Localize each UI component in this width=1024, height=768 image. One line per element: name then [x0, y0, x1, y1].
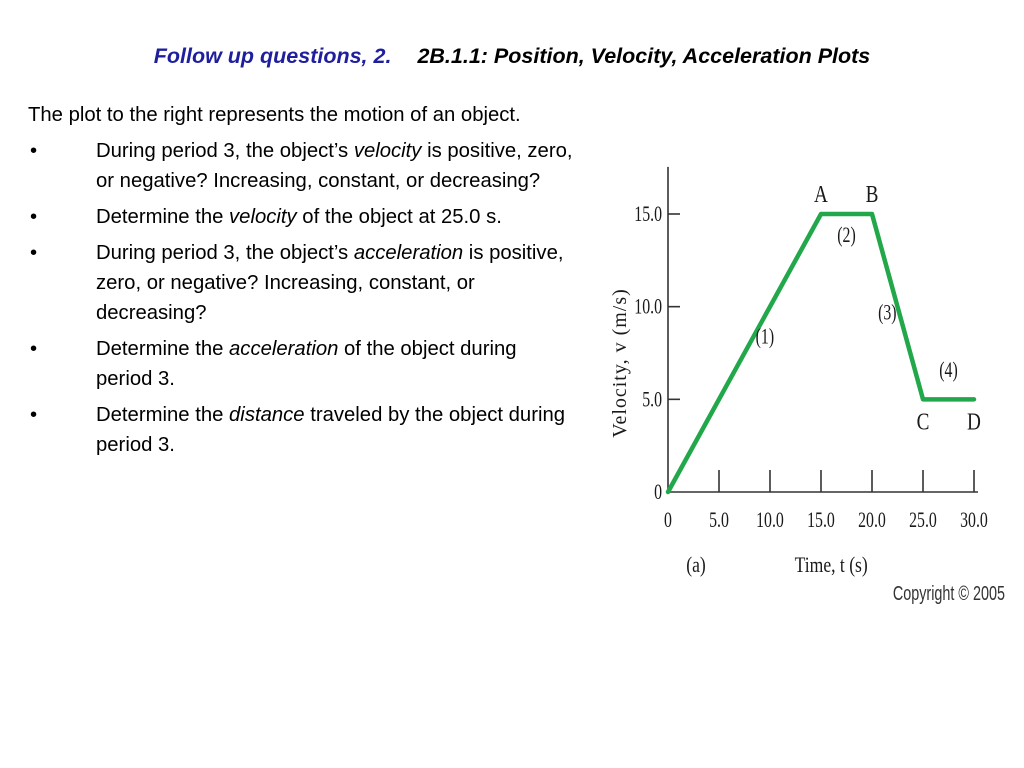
- intro-paragraph: The plot to the right represents the motion of an object.: [28, 104, 521, 126]
- x-tick-label: 25.0: [909, 508, 937, 533]
- bullet-text: Determine the: [96, 206, 230, 228]
- bullet-item: [28, 400, 573, 460]
- x-tick-label: 5.0: [709, 508, 729, 533]
- point-label: B: [865, 181, 879, 208]
- bullet-text: During period 3, the object’s: [96, 140, 354, 162]
- velocity-series-line: [668, 214, 974, 492]
- bullet-dot: •: [30, 404, 38, 426]
- y-tick-label: 0: [654, 480, 662, 505]
- bullet-item: [28, 202, 573, 232]
- bullet-text: Determine the: [96, 338, 230, 360]
- y-axis-label: Velocity, v (m/s): [609, 288, 631, 438]
- bullet-text: is positive, zero, or negative? Increasing, constant, or decreasing?: [96, 242, 564, 324]
- x-tick-label: 10.0: [756, 508, 784, 533]
- x-tick-label: 0: [664, 508, 672, 533]
- x-tick-label: 15.0: [807, 508, 835, 533]
- copyright-text: Copyright © 2005: [892, 581, 1005, 605]
- bullet-text: During period 3, the object’s: [96, 242, 354, 264]
- bullet-text: Determine the: [96, 404, 230, 426]
- bullet-emphasis: acceleration: [353, 242, 464, 264]
- y-tick-label: 15.0: [634, 202, 662, 227]
- segment-label: (3): [878, 301, 897, 326]
- body-text: [28, 100, 573, 466]
- y-tick-label: 5.0: [642, 387, 662, 413]
- title-main: 2B.1.1: Position, Velocity, Acceleration Plots: [417, 44, 871, 68]
- y-tick-label: 10.0: [634, 295, 662, 320]
- bullet-text: of the object during period 3.: [96, 338, 517, 390]
- title-prefix: Follow up questions, 2.: [153, 44, 392, 68]
- bullet-item: [28, 136, 573, 196]
- segment-label: (4): [939, 358, 958, 383]
- bullet-dot: •: [30, 242, 38, 264]
- segment-label: (1): [755, 325, 775, 350]
- slide-title: [0, 44, 1024, 69]
- point-label: D: [967, 408, 981, 435]
- x-axis-label: Time, t (s): [794, 553, 868, 578]
- bullet-item: [28, 238, 573, 328]
- bullet-text: of the object at 25.0 s.: [296, 206, 502, 228]
- x-tick-label: 20.0: [858, 508, 886, 533]
- point-label: A: [814, 181, 828, 208]
- velocity-time-chart: [600, 110, 1020, 610]
- point-label: C: [916, 408, 930, 435]
- bullet-text: traveled by the object during period 3.: [96, 404, 566, 456]
- bullet-emphasis: distance: [229, 404, 305, 426]
- x-tick-label: 30.0: [960, 508, 988, 533]
- bullet-emphasis: acceleration: [229, 338, 339, 360]
- bullet-emphasis: velocity: [229, 206, 297, 228]
- bullet-dot: •: [30, 206, 38, 228]
- bullet-item: [28, 334, 573, 394]
- segment-label: (2): [837, 223, 856, 248]
- bullet-dot: •: [30, 140, 38, 162]
- panel-label: (a): [686, 553, 706, 578]
- bullet-text: is positive, zero, or negative? Increasing, constant, or decreasing?: [96, 140, 573, 192]
- bullet-emphasis: velocity: [353, 140, 422, 162]
- bullet-dot: •: [30, 338, 38, 360]
